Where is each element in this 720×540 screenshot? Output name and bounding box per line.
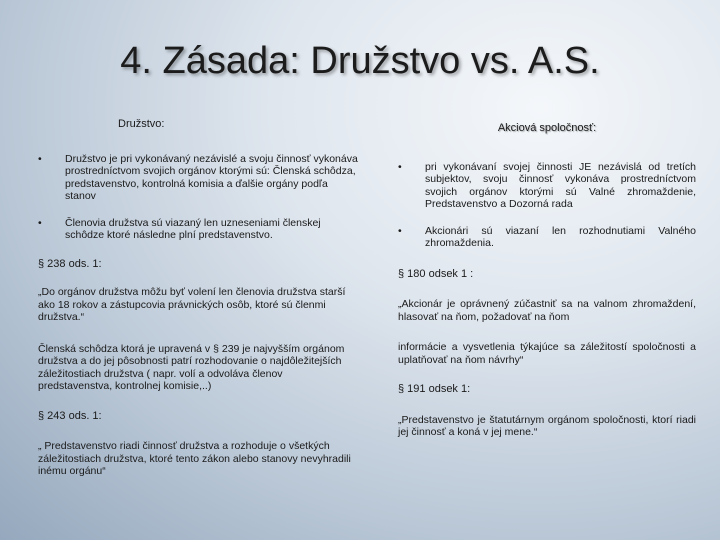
bullet-icon: •: [398, 224, 402, 237]
right-heading: Akciová spoločnosť:: [497, 122, 597, 134]
slide-title: 4. Zásada: Družstvo vs. A.S.: [120, 40, 600, 82]
left-column: [38, 118, 358, 494]
left-bullet-text: Družstvo je pri vykonávaný nezávislé a svoju činnosť vykonáva prostredníctvom svojich orgánov ktorými sú: Členská schôdza, predstavenstvo, kontrolná komisia a ďalšie orgány podľa stanov: [65, 152, 358, 202]
right-quote-180: „Akcionár je oprávnený zúčastniť sa na valnom zhromaždení, hlasovať na ňom, požadovať na ňom: [398, 298, 696, 323]
left-bullet-text: Členovia družstva sú viazaný len uzneseniami členskej schôdze ktoré následne plní predstavenstvo.: [65, 216, 321, 241]
right-bullet: [398, 225, 696, 250]
left-bullet: [38, 153, 358, 203]
right-bullet-text: pri vykonávaní svojej činnosti JE nezávislá od tretích subjektov, svoju činnosť vykonáva prostredníctvom svojich orgánov ktorými sú Valné zhromaždenie, Predstavenstvo a Dozorná rada: [425, 160, 696, 210]
left-section-243: § 243 ods. 1:: [38, 409, 102, 422]
right-bullet-text: Akcionári sú viazaní len rozhodnutiami Valného zhromaždenia.: [425, 224, 696, 249]
left-bullet: [38, 217, 358, 242]
right-section-180: § 180 odsek 1 :: [398, 267, 474, 280]
bullet-icon: •: [398, 160, 402, 173]
right-quote-180-cont: informácie a vysvetlenia týkajúce sa záležitostí spoločnosti a uplatňovať na ňom návrhy“: [398, 341, 696, 366]
bullet-icon: •: [38, 152, 42, 165]
left-quote-243: „ Predstavenstvo riadi činnosť družstva a rozhoduje o všetkých záležitostiach družstva, ktoré tento zákon alebo stanovy nevyhradili inému orgánu“: [38, 440, 351, 477]
left-para-239: Členská schôdza ktorá je upravená v § 239 je najvyšším orgánom družstva a do jej pôsobnosti patrí rozhodovanie o najdôležitejších záležitostiach družstva ( napr. volí a odvoláva členov predstavenstva, kontrolnej komisie,..): [38, 342, 345, 392]
right-bullet: [398, 161, 696, 211]
left-quote-238: „Do orgánov družstva môžu byť volení len členovia družstva starší ako 18 rokov a zástupcovia právnických osôb, ktoré sú členmi družstva.“: [38, 286, 346, 323]
right-quote-191: „Predstavenstvo je štatutárnym orgánom spoločnosti, ktorí riadi jej činnosť a koná v jej mene.“: [398, 413, 696, 438]
bullet-icon: •: [38, 216, 42, 229]
right-section-191: § 191 odsek 1:: [398, 383, 471, 395]
left-heading: Družstvo:: [118, 118, 165, 130]
right-column: [398, 122, 696, 455]
left-section-238: § 238 ods. 1:: [38, 257, 102, 270]
